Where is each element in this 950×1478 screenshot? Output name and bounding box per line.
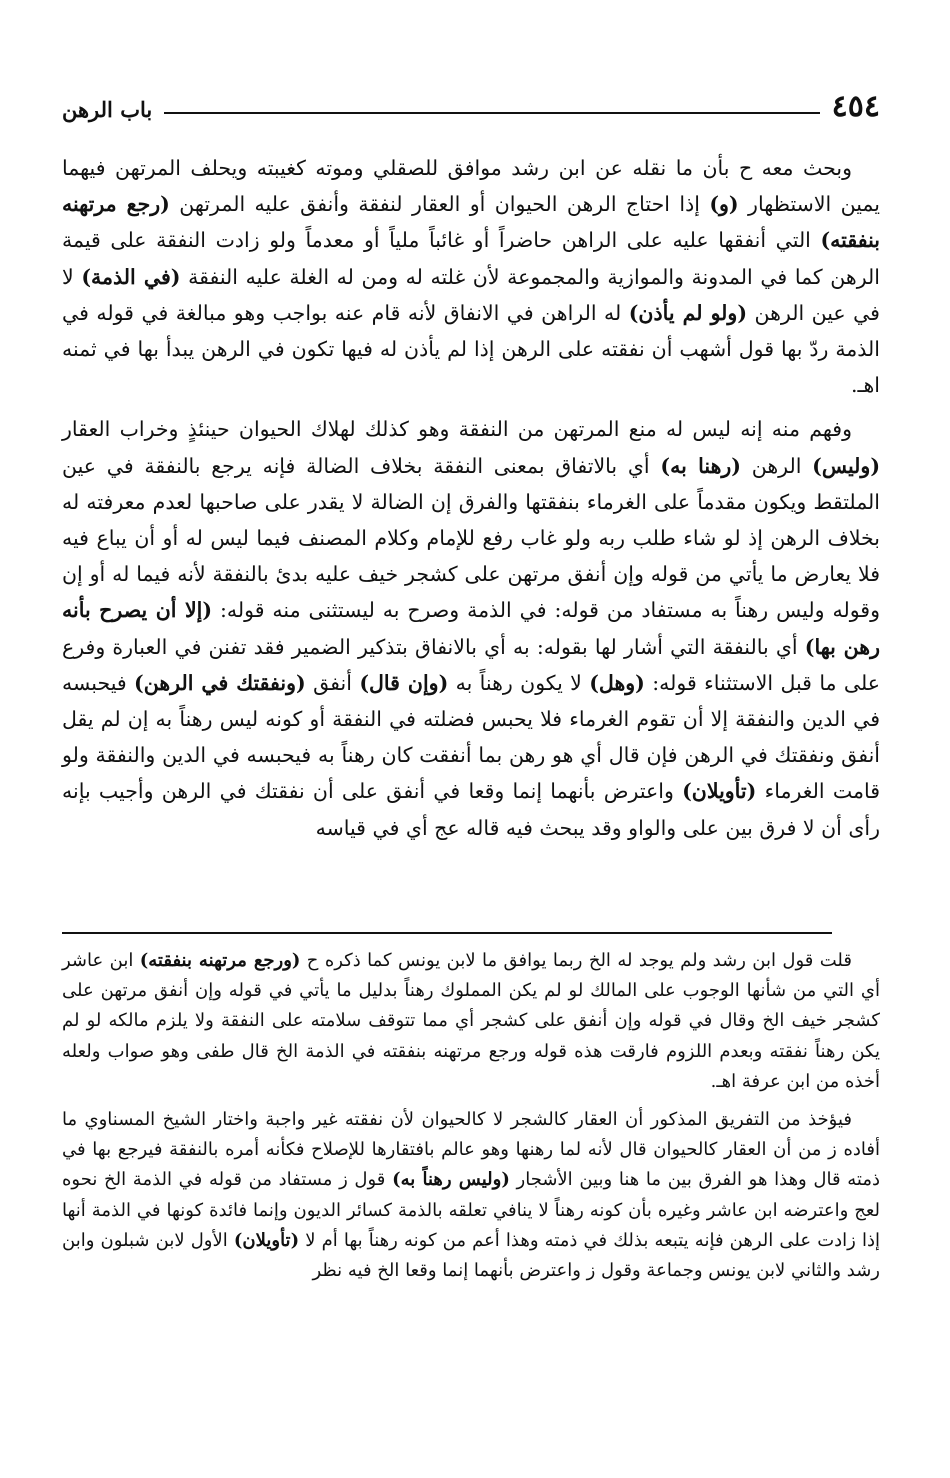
main-text <box>62 150 880 846</box>
page-number: ٤٥٤ <box>831 89 880 124</box>
commentary-notes <box>62 946 880 1286</box>
note-paragraph-2: فيؤخذ من التفريق المذكور أن العقار كالشجر لا كالحيوان لأن نفقته غير واجبة واختار الشيخ المسناوي ما أفاده ز من أن العقار كالحيوان قال لأنه لما رهنها وهو عالم بافتقارها للإصلاح فكأنه أمره بالنفقة فيرجع بها في ذمته قال وهذا هو الفرق بين ما هنا وبين الأشجار (وليس رهناً به) قول ز مستفاد من قوله في الذمة الخ نحوه لعج واعترضه ابن عاشر وغيره بأن كونه رهناً لا ينافي تعلقه بالذمة كسائر الديون وإنما فائدة كونها في الذمة أنها إذا زادت على الرهن فإنه يتبعه بذلك في ذمته وهذا أعم من كونه رهناً بها أم لا (تأويلان) الأول لابن شبلون وابن رشد والثاني لابن يونس وجماعة وقول ز واعترض بأنهما إنما وقعا الخ فيه نظر <box>62 1109 881 1282</box>
chapter-title: باب الرهن <box>62 97 153 122</box>
main-paragraph-2: وفهم منه إنه ليس له منع المرتهن من النفقة وهو كذلك لهلاك الحيوان حينئذٍ وخراب العقار (وليس) الرهن (رهنا به) أي بالاتفاق بمعنى النفقة بخلاف الضالة فإنه يرجع بالنفقة في عين الملتقط ويكون مقدماً على الغرماء بنفقتها والفرق إن الضالة لا يقدر على صاحبها لعدم معرفته له بخلاف الرهن إذ لو شاء طلب ربه ولو غاب رفع للإمام وكلام المصنف فيما ليس له أو أن يباع فيه فلا يعارض ما يأتي من قوله وإن أنفق مرتهن على كشجر خيف عليه بدئ بالنفقة لأنه فيما له أو إن وقوله وليس رهناً به مستفاد من قوله: في الذمة وصرح به ليستثنى منه قوله: (إلا أن يصرح بأنه رهن بها) أي بالنفقة التي أشار لها بقوله: به أي بالانفاق بتذكير الضمير فقد تفنن في العبارة وفرع على ما قبل الاستثناء قوله: (وهل) لا يكون رهناً به (وإن قال) أنفق (ونفقتك في الرهن) فيحبسه في الدين والنفقة إلا أن تقوم الغرماء فلا يحبس فضلته في النفقة أو كونه ليس رهناً به إن لم يقل أنفق ونفقتك في الرهن فإن قال أي هو رهن بما أنفقت كان رهناً به فيحبسه في الدين والنفقة ولو قامت الغرماء (تأويلان) واعترض بأنهما إنما وقعا في أنفق على أن نفقتك في الرهن وأجيب بإنه رأى أن لا فرق بين على والواو وقد يبحث فيه قاله عج أي في قياسه <box>62 417 881 840</box>
footnote-divider <box>62 932 832 934</box>
note-paragraph-1: قلت قول ابن رشد ولم يوجد له الخ ربما يوافق ما لابن يونس كما ذكره ح (ورجع مرتهنه بنفقته) ابن عاشر أي التي من شأنها الوجوب على المالك لو لم يكن المملوك رهناً بدليل ما يأتي في قوله وإن أنفق مرتهن على كشجر خيف الخ وقال في قوله وإن أنفق على كشجر أي مما تتوقف سلامته على النفقة ولا يلزم مالكه لو لم يكن رهناً نفقته وبعدم اللزوم فارقت هذه قوله ورجع مرتهنه بنفقته في الذمة الخ قال طفى وهو صواب ولعله أخذه من ابن عرفة اهـ. <box>62 950 880 1092</box>
running-header <box>62 86 880 122</box>
header-rule <box>164 112 819 114</box>
main-paragraph-1: وبحث معه ح بأن ما نقله عن ابن رشد موافق للصقلي وموته كغيبته ويحلف المرتهن فيهما يمين الاستظهار (و) إذا احتاج الرهن الحيوان أو العقار لنفقة وأنفق عليه المرتهن (رجع مرتهنه بنفقته) التي أنفقها عليه على الراهن حاضراً أو غائباً ملياً أو معدماً ولو زادت النفقة على قيمة الرهن كما في المدونة والموازية والمجموعة لأن غلته له ومن له الغلة عليه النفقة (في الذمة) لا في عين الرهن (ولو لم يأذن) له الراهن في الانفاق لأنه قام عنه بواجب وهو مبالغة في قوله في الذمة ردّ بها قول أشهب أن نفقته على الرهن إذا لم يأذن له فيها تكون في الرهن يبدأ بها في ثمنه اهـ. <box>62 156 880 398</box>
